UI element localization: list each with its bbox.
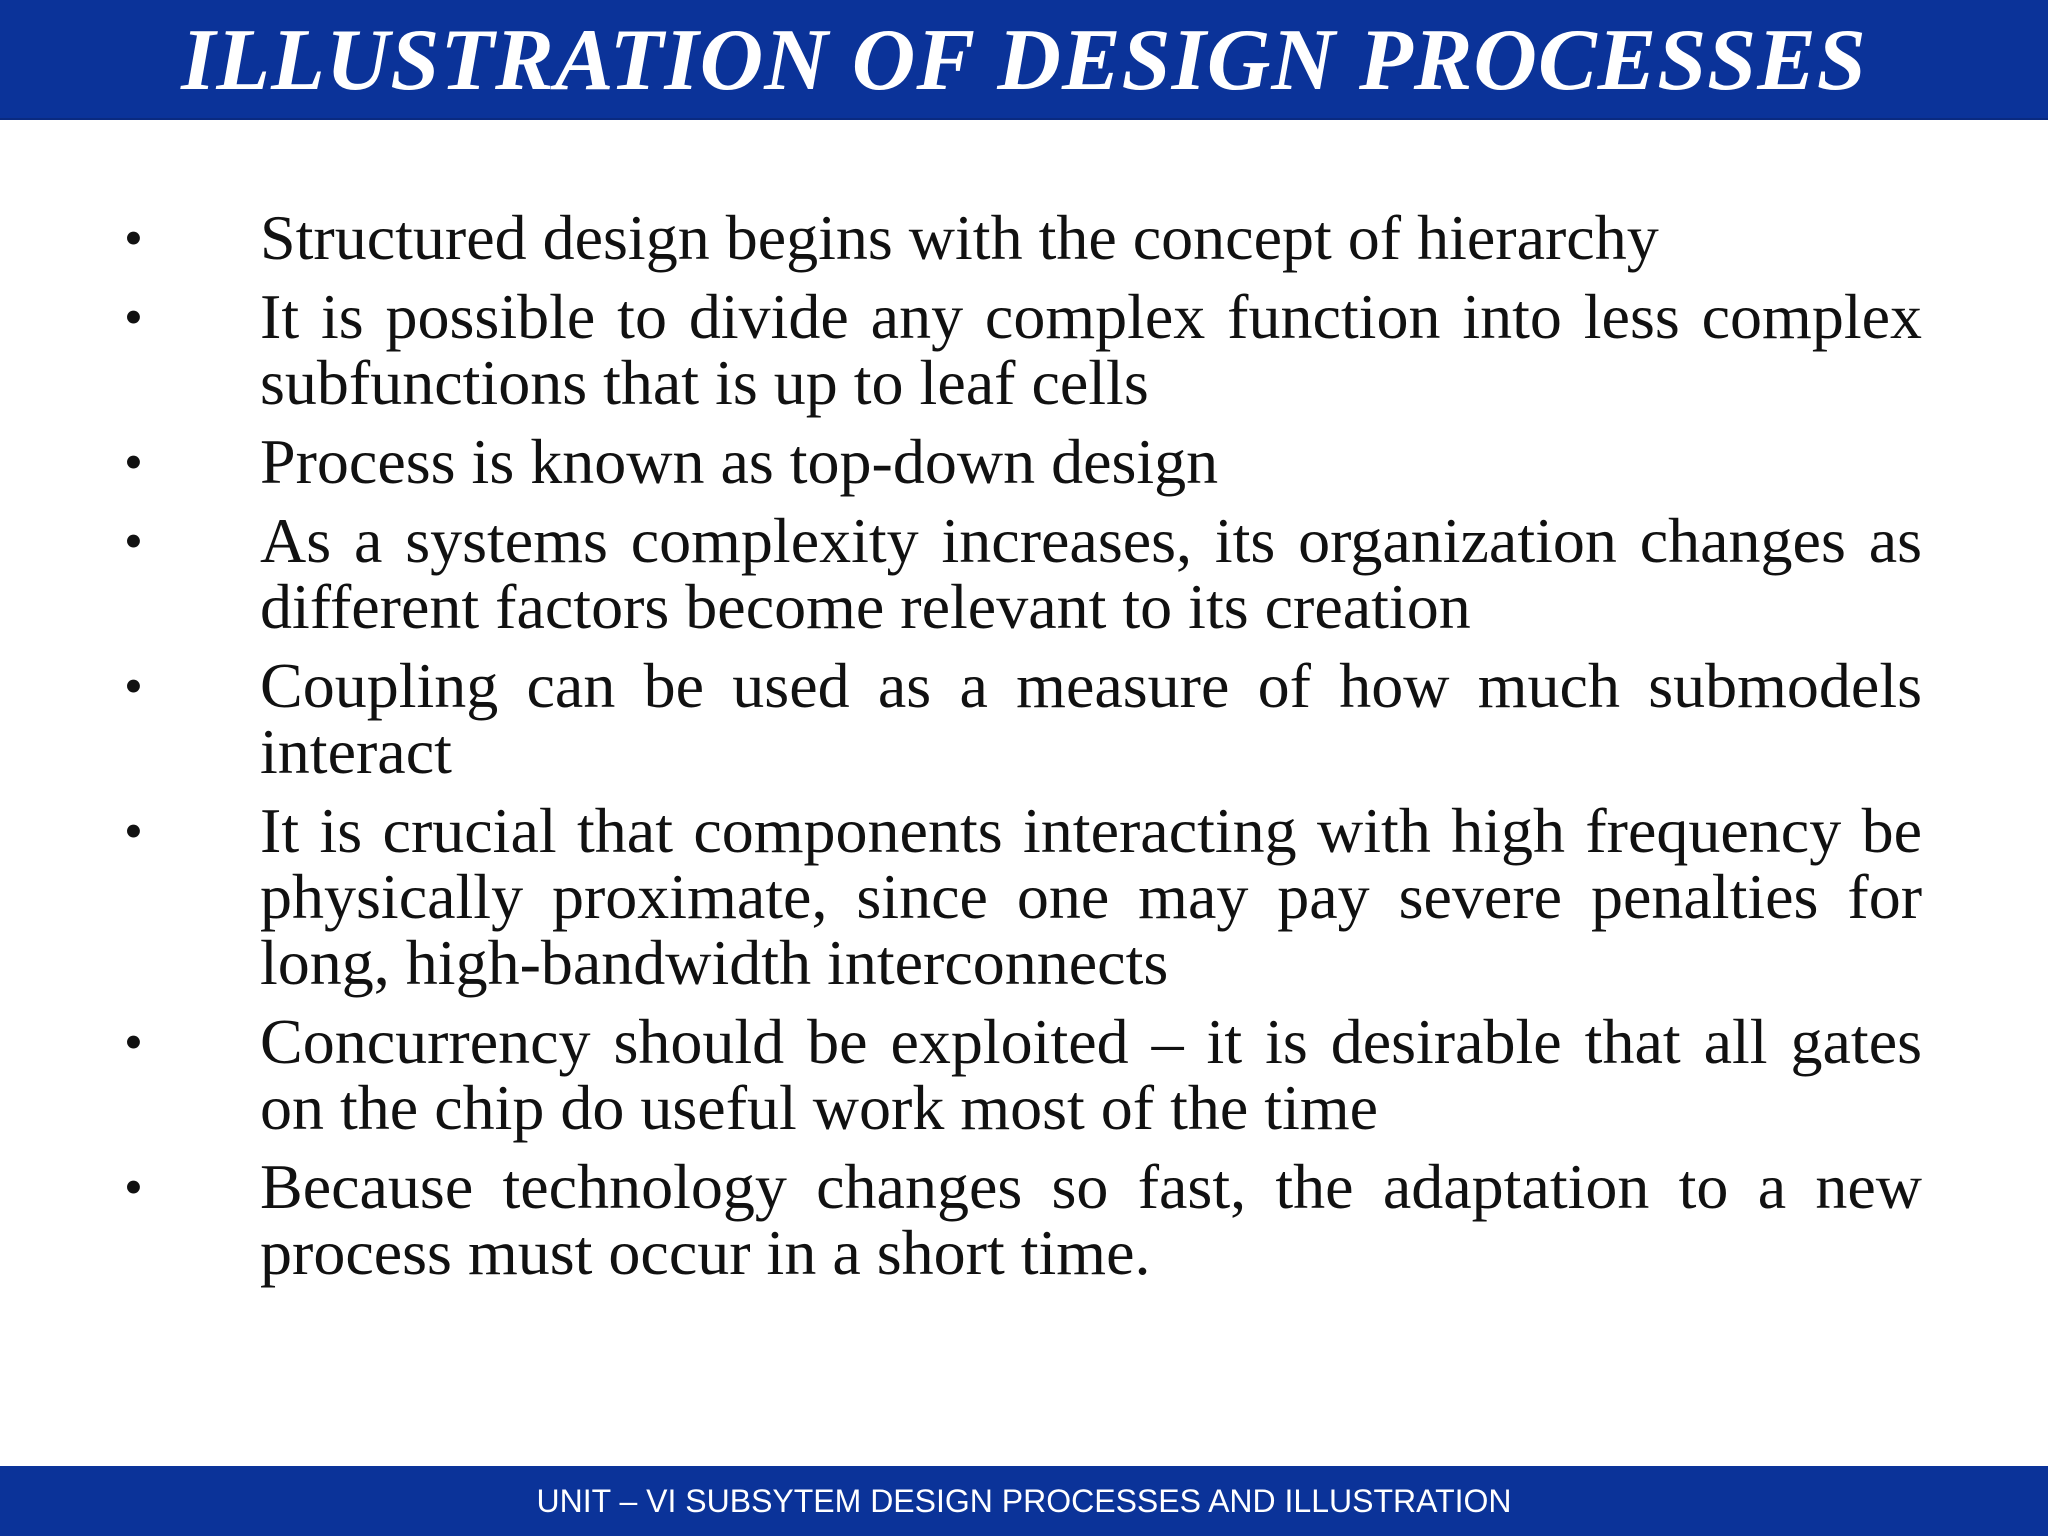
bullet-item: [120, 426, 1922, 497]
bullet-dot: •: [124, 432, 143, 492]
bullet-item: [120, 281, 1922, 418]
bullet-dot: •: [124, 1012, 143, 1072]
bullet-item: [120, 505, 1922, 642]
bullet-dot: •: [124, 656, 143, 716]
bullet-dot: •: [124, 1157, 143, 1217]
bullet-text: It is crucial that components interacting with high frequency be physically proximate, since one may pay severe penalties for long, high-bandwidth interconnects: [260, 795, 1922, 998]
bullet-dot: •: [124, 511, 143, 571]
bullet-dot: •: [124, 287, 143, 347]
bullet-text: Structured design begins with the concept of hierarchy: [260, 202, 1659, 273]
footer-bar: [0, 1466, 2048, 1536]
bullet-item: [120, 202, 1922, 273]
bullet-text: Process is known as top-down design: [260, 426, 1219, 497]
bullet-text: Because technology changes so fast, the adaptation to a new process must occur in a short time.: [260, 1151, 1922, 1288]
title-bar: [0, 0, 2048, 120]
bullet-text: Coupling can be used as a measure of how much submodels interact: [260, 650, 1922, 787]
bullet-text: As a systems complexity increases, its organization changes as different factors become relevant to its creation: [260, 505, 1922, 642]
bullet-text: It is possible to divide any complex function into less complex subfunctions that is up to leaf cells: [260, 281, 1922, 418]
bullet-item: [120, 650, 1922, 787]
bullet-item: [120, 1006, 1922, 1143]
bullet-item: [120, 1151, 1922, 1288]
bullet-dot: •: [124, 208, 143, 268]
bullet-dot: •: [124, 801, 143, 861]
footer-text: UNIT – VI SUBSYTEM DESIGN PROCESSES AND ILLUSTRATION: [536, 1482, 1512, 1519]
bullet-text: Concurrency should be exploited – it is desirable that all gates on the chip do useful work most of the time: [260, 1006, 1922, 1143]
slide-title: ILLUSTRATION OF DESIGN PROCESSES: [181, 11, 1867, 109]
bullet-list: [120, 202, 1922, 1299]
bullet-item: [120, 795, 1922, 998]
